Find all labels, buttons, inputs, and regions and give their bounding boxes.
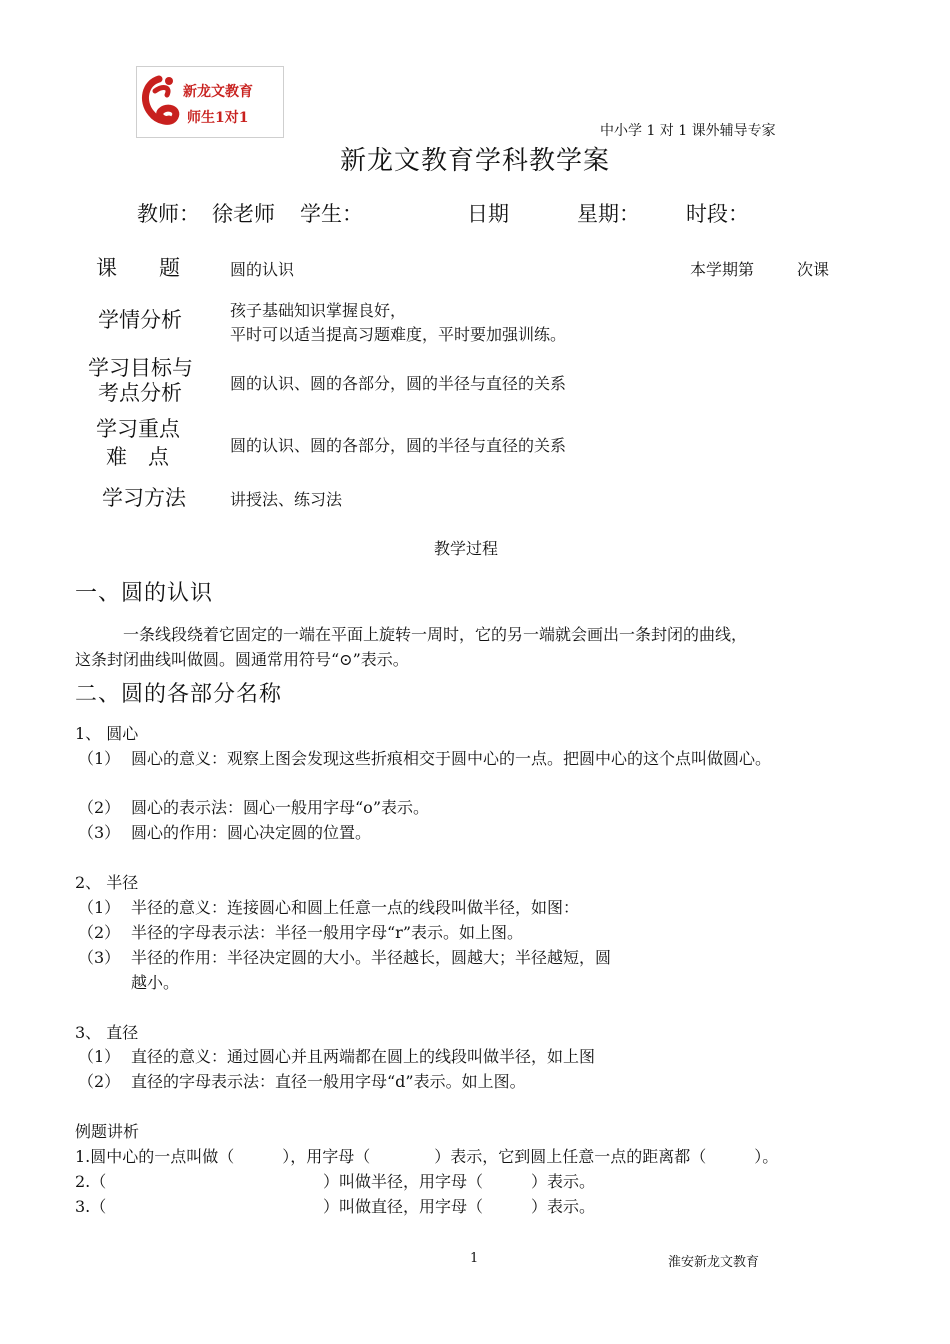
section-1-para-line-2: 这条封闭曲线叫做圆。圆通常用符号“⊙”表示。: [75, 650, 409, 669]
weekday-label: 星期：: [577, 202, 640, 226]
footer-org: 淮安新龙文教育: [668, 1255, 760, 1270]
radius-item-num: （1）: [78, 898, 121, 917]
radius-item-text: 半径的字母表示法：半径一般用字母“r”表示。如上图。: [131, 923, 524, 942]
example-question-3-open: 3.（: [75, 1197, 107, 1216]
center-item-num: （1）: [78, 749, 121, 768]
student-label: 学生：: [300, 202, 363, 226]
section-1-title: 一、圆的认识: [75, 581, 214, 606]
period-label: 时段：: [686, 202, 749, 226]
diameter-item-num: （2）: [78, 1072, 121, 1091]
goals-value: 圆的认识、圆的各部分，圆的半径与直径的关系: [230, 374, 567, 393]
radius-item-text: 半径的作用：半径决定圆的大小。半径越长，圆越大；半径越短，圆: [131, 948, 612, 967]
section-2-title: 二、圆的各部分名称: [75, 682, 283, 707]
diameter-item-text: 直径的意义：通过圆心并且两端都在圆上的线段叫做半径，如上图: [131, 1047, 596, 1066]
session-suffix: 次课: [797, 260, 830, 279]
key-label-line-1: 学习重点: [96, 417, 180, 441]
tagline: 中小学 1 对 1 课外辅导专家: [600, 123, 776, 139]
radius-item-num: （2）: [78, 923, 121, 942]
center-item-text: 圆心的意义：观察上图会发现这些折痕相交于圆中心的一点。把圆中心的这个点叫做圆心。: [131, 749, 772, 768]
center-item-num: （3）: [78, 823, 121, 842]
method-value: 讲授法、练习法: [230, 490, 343, 509]
key-value: 圆的认识、圆的各部分，圆的半径与直径的关系: [230, 436, 567, 455]
teacher-name: 徐老师: [212, 202, 275, 226]
logo-text-bottom: 师生1对1: [187, 110, 249, 126]
radius-title: 2、 半径: [75, 873, 139, 892]
center-item-num: （2）: [78, 798, 121, 817]
radius-item-continuation: 越小。: [131, 973, 180, 992]
radius-item-text: 半径的意义：连接圆心和圆上任意一点的线段叫做半径，如图：: [131, 898, 580, 917]
key-label-line-2: 难 点: [106, 445, 169, 469]
example-question-1: 1.圆中心的一点叫做（ ），用字母（ ）表示，它到圆上任意一点的距离都（ ）。: [75, 1147, 779, 1166]
diameter-item-text: 直径的字母表示法：直径一般用字母“d”表示。如上图。: [131, 1072, 526, 1091]
center-item-text: 圆心的作用：圆心决定圆的位置。: [131, 823, 372, 842]
analysis-label: 学情分析: [98, 308, 182, 332]
example-question-2-open: 2.（: [75, 1172, 107, 1191]
radius-item-num: （3）: [78, 948, 121, 967]
diameter-title: 3、 直径: [75, 1023, 139, 1042]
center-item-text: 圆心的表示法：圆心一般用字母“o”表示。: [131, 798, 429, 817]
diameter-item-num: （1）: [78, 1047, 121, 1066]
page-title: 新龙文教育学科教学案: [339, 146, 610, 176]
analysis-line-2: 平时可以适当提高习题难度，平时要加强训练。: [230, 325, 567, 344]
session-label: 本学期第: [690, 260, 755, 279]
topic-label: 课 题: [96, 256, 180, 280]
goals-label-line-2: 考点分析: [98, 381, 182, 405]
analysis-line-1: 孩子基础知识掌握良好，: [230, 301, 407, 320]
teacher-label: 教师：: [137, 202, 200, 226]
goals-label-line-1: 学习目标与: [88, 356, 193, 380]
logo-text-top: 新龙文教育: [183, 84, 253, 100]
page-number: 1: [470, 1251, 479, 1266]
topic-value: 圆的认识: [230, 260, 295, 279]
example-question-3-rest: ）叫做直径，用字母（ ）表示。: [323, 1197, 596, 1216]
section-1-para-line-1: 一条线段绕着它固定的一端在平面上旋转一周时，它的另一端就会画出一条封闭的曲线，: [123, 625, 748, 644]
center-title: 1、 圆心: [75, 724, 139, 743]
process-heading: 教学过程: [434, 539, 499, 558]
method-label: 学习方法: [102, 486, 186, 510]
examples-title: 例题讲析: [75, 1122, 140, 1141]
example-question-2-rest: ）叫做半径，用字母（ ）表示。: [323, 1172, 596, 1191]
date-label: 日期: [467, 202, 509, 226]
company-logo: [136, 66, 284, 138]
